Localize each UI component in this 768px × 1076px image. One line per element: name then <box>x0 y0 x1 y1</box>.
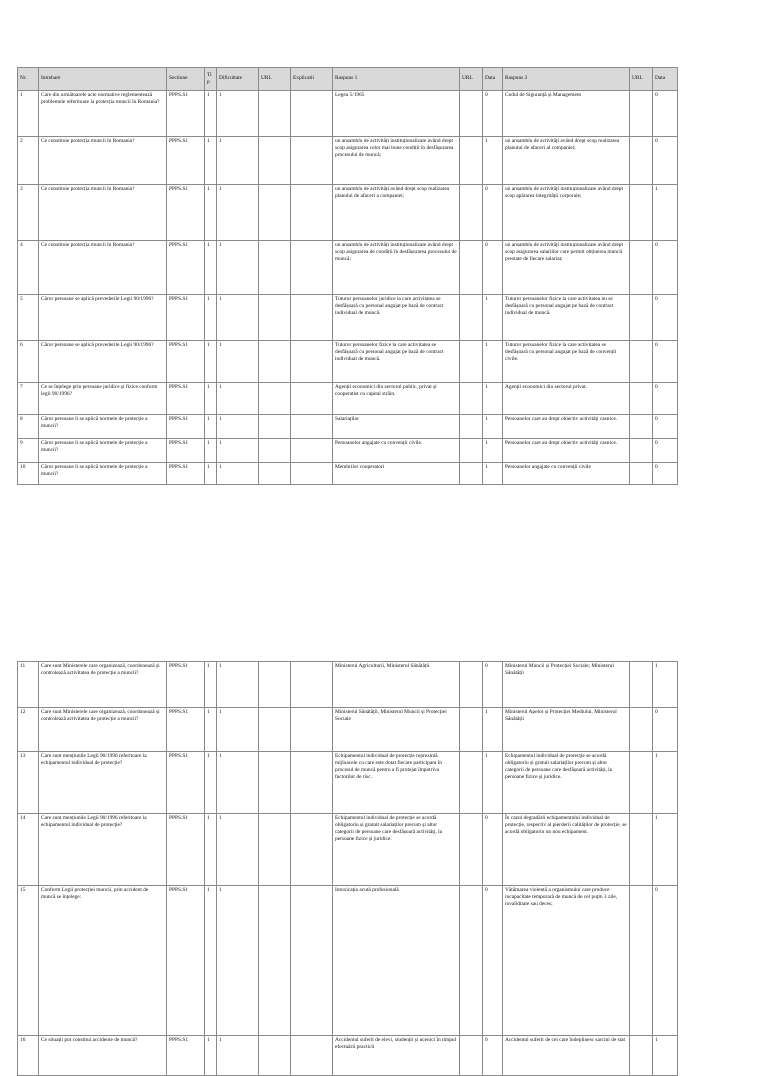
cell-type: 1 <box>205 295 217 341</box>
cell-url-1 <box>460 341 483 383</box>
cell-answer-1: Intoxicația acută profesională <box>333 886 460 1036</box>
cell-question: Care sunt Ministerele care organizează, coordonează și controlează activitatea de protecție a muncii? <box>39 662 167 708</box>
cell-answer-2: Persoanelor angajate cu convenții civile <box>503 463 630 485</box>
cell-section: PPPS.S1 <box>167 814 205 886</box>
cell-explanation <box>291 137 333 185</box>
cell-data-2: 0 <box>653 708 678 752</box>
table-row <box>18 886 678 1036</box>
header-dificultate: Dificultate <box>217 68 259 91</box>
cell-nr: 16 <box>18 1036 39 1076</box>
cell-url <box>259 383 291 415</box>
cell-data-2: 0 <box>653 415 678 439</box>
cell-url <box>259 439 291 463</box>
header-sectiune: Sectiune <box>167 68 205 91</box>
cell-answer-2: Vătămarea violentă a organismului care produce incapacitate temporară de muncă de cel puțin 3 zile, invaliditate sau deces; <box>503 886 630 1036</box>
cell-data-2: 0 <box>653 341 678 383</box>
cell-question: Ce constituie protecția muncii în Romania? <box>39 137 167 185</box>
cell-data-2: 1 <box>653 1036 678 1076</box>
cell-url-1 <box>460 662 483 708</box>
header-row <box>18 68 678 91</box>
cell-url-2 <box>630 341 653 383</box>
cell-answer-2: un ansamblu de activități instituționalizate având drept scop asigurarea salariilor care permit obținerea muncii prestate de fiecare salariat; <box>503 241 630 295</box>
cell-answer-2: În cazul degradării echipamentului individual de protecție, respectiv al pierderii calităților de protecție, se acordă obligatoriu un nou echipament. <box>503 814 630 886</box>
cell-type: 1 <box>205 91 217 137</box>
cell-data-2: 0 <box>653 463 678 485</box>
table-body-top <box>18 91 678 485</box>
cell-answer-1: Echipamentul individual de protecție se acordă obligatoriu și gratuit salariaților precum și altor categorii de persoane care desfășoară activități, la persoane fizice și juridice. <box>333 814 460 886</box>
question-table-page-2 <box>17 661 678 1076</box>
cell-data-1: 0 <box>483 1036 503 1076</box>
cell-question: Căror persoane li se aplică normele de protecție a muncii? <box>39 463 167 485</box>
cell-nr: 11 <box>18 662 39 708</box>
cell-question: Care sunt mențiunile Legii 90/1996 referitoare la echipamentul individual de protecție? <box>39 752 167 814</box>
cell-explanation <box>291 886 333 1036</box>
cell-section: PPPS.S1 <box>167 708 205 752</box>
header-nr: Nr. <box>18 68 39 91</box>
cell-type: 1 <box>205 463 217 485</box>
cell-url-1 <box>460 814 483 886</box>
table-row <box>18 241 678 295</box>
cell-section: PPPS.S1 <box>167 241 205 295</box>
table-row <box>18 752 678 814</box>
cell-section: PPPS.S1 <box>167 439 205 463</box>
header-intrebare: Intrebare <box>39 68 167 91</box>
table-row <box>18 185 678 241</box>
cell-question: Care sunt mențiunile Legii 90/1996 referitoare la echipamentul individual de protecție? <box>39 814 167 886</box>
cell-difficulty: 1 <box>217 886 259 1036</box>
table-row <box>18 91 678 137</box>
cell-difficulty: 1 <box>217 137 259 185</box>
cell-answer-1: Echipamentul individual de protecție reprezintă mijloacele cu care este dotat fiecare participant în procesul de muncă pentru a fi protejat împotriva factorilor de risc. <box>333 752 460 814</box>
cell-answer-2: Codul de Siguranță și Management <box>503 91 630 137</box>
cell-url-1 <box>460 752 483 814</box>
cell-url-2 <box>630 185 653 241</box>
cell-difficulty: 1 <box>217 383 259 415</box>
cell-difficulty: 1 <box>217 662 259 708</box>
cell-explanation <box>291 463 333 485</box>
cell-data-1: 1 <box>483 415 503 439</box>
cell-url <box>259 708 291 752</box>
table-row <box>18 439 678 463</box>
cell-url-2 <box>630 439 653 463</box>
cell-url <box>259 295 291 341</box>
cell-difficulty: 1 <box>217 708 259 752</box>
cell-difficulty: 1 <box>217 415 259 439</box>
table-row <box>18 383 678 415</box>
header-url-1: URL <box>460 68 483 91</box>
cell-url <box>259 1036 291 1076</box>
cell-difficulty: 1 <box>217 439 259 463</box>
cell-explanation <box>291 341 333 383</box>
cell-url-1 <box>460 185 483 241</box>
table-row <box>18 708 678 752</box>
cell-url-2 <box>630 708 653 752</box>
cell-url-1 <box>460 886 483 1036</box>
cell-answer-1: Persoanelor angajate cu convenții civile. <box>333 439 460 463</box>
cell-data-1: 1 <box>483 295 503 341</box>
header-data-2: Data <box>653 68 678 91</box>
table-row <box>18 295 678 341</box>
cell-data-1: 0 <box>483 662 503 708</box>
cell-nr: 5 <box>18 295 39 341</box>
cell-url-2 <box>630 241 653 295</box>
cell-url <box>259 137 291 185</box>
cell-answer-1: un ansamblu de activități instituționalizate având drept scop asigurarea de condiții în desfășurarea procesului de muncă; <box>333 241 460 295</box>
cell-url <box>259 415 291 439</box>
cell-nr: 6 <box>18 341 39 383</box>
cell-answer-2: Ministerul Muncii și Protecției Sociale; Ministerul Sănătății <box>503 662 630 708</box>
cell-data-2: 0 <box>653 295 678 341</box>
cell-url-2 <box>630 383 653 415</box>
cell-type: 1 <box>205 137 217 185</box>
cell-data-1: 0 <box>483 91 503 137</box>
cell-answer-1: Salariaților <box>333 415 460 439</box>
cell-answer-2: Accidentul suferit de cei care îndeplinesc sarcini de stat <box>503 1036 630 1076</box>
cell-question: Căror persoane li se aplică normele de protecție a muncii? <box>39 439 167 463</box>
cell-type: 1 <box>205 185 217 241</box>
cell-question: Care sunt Ministerele care organizează, coordonează și controlează activitatea de protecție a muncii? <box>39 708 167 752</box>
cell-url-2 <box>630 463 653 485</box>
cell-type: 1 <box>205 415 217 439</box>
cell-url-2 <box>630 662 653 708</box>
cell-nr: 1 <box>18 91 39 137</box>
cell-nr: 14 <box>18 814 39 886</box>
cell-difficulty: 1 <box>217 91 259 137</box>
header-url: URL <box>259 68 291 91</box>
cell-answer-2: un ansamblu de activități instituționalizate având drept scop apărarea integrității corporale; <box>503 185 630 241</box>
cell-difficulty: 1 <box>217 185 259 241</box>
cell-url <box>259 463 291 485</box>
cell-url-2 <box>630 91 653 137</box>
cell-answer-2: un ansamblu de activități având drept scop realizarea planului de afaceri al companiei; <box>503 137 630 185</box>
cell-section: PPPS.S1 <box>167 886 205 1036</box>
cell-answer-2: Tuturor persoanelor fizice la care activitatea nu se desfășoară cu personal angajat pe bază de contract individual de muncă. <box>503 295 630 341</box>
cell-question: Ce se înțelege prin persoane juridice și fizice conform legii 90/1996? <box>39 383 167 415</box>
cell-nr: 10 <box>18 463 39 485</box>
cell-data-2: 1 <box>653 662 678 708</box>
cell-data-2: 0 <box>653 439 678 463</box>
cell-explanation <box>291 708 333 752</box>
cell-nr: 13 <box>18 752 39 814</box>
cell-data-1: 0 <box>483 814 503 886</box>
cell-section: PPPS.S1 <box>167 415 205 439</box>
header-url-2: URL <box>630 68 653 91</box>
cell-data-2: 0 <box>653 137 678 185</box>
cell-url <box>259 886 291 1036</box>
cell-answer-1: Legea 5/1965 <box>333 91 460 137</box>
cell-url-1 <box>460 1036 483 1076</box>
cell-url-2 <box>630 1036 653 1076</box>
cell-data-1: 1 <box>483 463 503 485</box>
cell-difficulty: 1 <box>217 295 259 341</box>
cell-answer-1: Ministerul Agriculturii, Ministerul Sănătății <box>333 662 460 708</box>
cell-answer-1: Tuturor persoanelor juridice la care activitatea se desfășoară cu personal angajat pe bază de contract individual de muncă. <box>333 295 460 341</box>
cell-url-1 <box>460 91 483 137</box>
table-row <box>18 463 678 485</box>
cell-data-2: 1 <box>653 752 678 814</box>
cell-explanation <box>291 1036 333 1076</box>
cell-explanation <box>291 752 333 814</box>
cell-explanation <box>291 439 333 463</box>
cell-explanation <box>291 415 333 439</box>
cell-section: PPPS.S1 <box>167 295 205 341</box>
cell-url-2 <box>630 137 653 185</box>
cell-type: 1 <box>205 241 217 295</box>
cell-url-2 <box>630 295 653 341</box>
cell-section: PPPS.S1 <box>167 752 205 814</box>
cell-url <box>259 241 291 295</box>
cell-explanation <box>291 814 333 886</box>
cell-question: Ce constituie protecția muncii în Romania? <box>39 185 167 241</box>
cell-url <box>259 91 291 137</box>
cell-nr: 9 <box>18 439 39 463</box>
cell-section: PPPS.S1 <box>167 383 205 415</box>
cell-data-1: 0 <box>483 185 503 241</box>
cell-type: 1 <box>205 383 217 415</box>
cell-question: Care din următoarele acte normative reglementează problemele referitoare la protecția muncii în Romania? <box>39 91 167 137</box>
table-row <box>18 137 678 185</box>
cell-answer-1: Accidentul suferit de elevi, studenții și ucenici în timpul efectuării practicii <box>333 1036 460 1076</box>
cell-data-1: 1 <box>483 439 503 463</box>
cell-answer-1: Ministerul Sănătății, Ministerul Muncii și Protecției Sociale <box>333 708 460 752</box>
cell-data-1: 1 <box>483 383 503 415</box>
cell-explanation <box>291 241 333 295</box>
cell-question: Căror persoane se aplică prevederile Legii 90/1996? <box>39 295 167 341</box>
cell-url-1 <box>460 708 483 752</box>
header-raspuns-2: Raspuns 2 <box>503 68 630 91</box>
cell-type: 1 <box>205 439 217 463</box>
cell-answer-1: un ansamblu de activități instituționalizate având drept scop asigurarea celor mai bune condiții în desfășurarea procesului de muncă; <box>333 137 460 185</box>
cell-data-2: 1 <box>653 185 678 241</box>
cell-answer-2: Tuturor persoanelor fizice la care activitatea se desfășoară cu personal angajat pe bază de convenții civile. <box>503 341 630 383</box>
cell-type: 1 <box>205 886 217 1036</box>
cell-answer-1: un ansamblu de activități având drept scop realizarea planului de afaceri a companiei; <box>333 185 460 241</box>
cell-url-1 <box>460 415 483 439</box>
cell-difficulty: 1 <box>217 752 259 814</box>
cell-data-2: 1 <box>653 814 678 886</box>
cell-nr: 8 <box>18 415 39 439</box>
cell-data-1: 1 <box>483 708 503 752</box>
cell-difficulty: 1 <box>217 463 259 485</box>
cell-url <box>259 752 291 814</box>
cell-data-1: 1 <box>483 341 503 383</box>
cell-url-1 <box>460 439 483 463</box>
cell-nr: 7 <box>18 383 39 415</box>
cell-url-2 <box>630 886 653 1036</box>
cell-url <box>259 341 291 383</box>
cell-url <box>259 662 291 708</box>
cell-answer-2: Persoanelor care au drept obiectiv activități casnice. <box>503 415 630 439</box>
cell-section: PPPS.S1 <box>167 137 205 185</box>
table-row <box>18 662 678 708</box>
cell-url-1 <box>460 383 483 415</box>
cell-type: 1 <box>205 1036 217 1076</box>
cell-difficulty: 1 <box>217 1036 259 1076</box>
cell-url-2 <box>630 415 653 439</box>
cell-url-1 <box>460 295 483 341</box>
cell-url-2 <box>630 752 653 814</box>
cell-nr: 4 <box>18 241 39 295</box>
cell-type: 1 <box>205 708 217 752</box>
cell-difficulty: 1 <box>217 341 259 383</box>
cell-data-2: 0 <box>653 383 678 415</box>
cell-answer-1: Membrilor cooperatori <box>333 463 460 485</box>
cell-type: 1 <box>205 341 217 383</box>
cell-data-2: 0 <box>653 91 678 137</box>
cell-answer-2: Agenții economici din sectorul privat. <box>503 383 630 415</box>
cell-section: PPPS.S1 <box>167 1036 205 1076</box>
cell-question: Conform Legii protecției muncii, prin accident de muncă se înțelege: <box>39 886 167 1036</box>
cell-data-1: 1 <box>483 137 503 185</box>
cell-data-2: 0 <box>653 241 678 295</box>
table-row <box>18 415 678 439</box>
cell-section: PPPS.S1 <box>167 341 205 383</box>
cell-url-2 <box>630 814 653 886</box>
cell-question: Căror persoane li se aplică normele de protecție a muncii? <box>39 415 167 439</box>
cell-section: PPPS.S1 <box>167 91 205 137</box>
cell-section: PPPS.S1 <box>167 185 205 241</box>
cell-data-1: 1 <box>483 752 503 814</box>
cell-explanation <box>291 295 333 341</box>
cell-url <box>259 814 291 886</box>
cell-url-1 <box>460 137 483 185</box>
cell-type: 1 <box>205 752 217 814</box>
cell-explanation <box>291 383 333 415</box>
table-body-bottom <box>18 662 678 1076</box>
cell-data-1: 0 <box>483 886 503 1036</box>
cell-answer-2: Ministerul Apelor și Protecției Mediului, Ministerul Sănătății <box>503 708 630 752</box>
cell-difficulty: 1 <box>217 241 259 295</box>
question-table-page-1 <box>17 67 678 485</box>
cell-nr: 12 <box>18 708 39 752</box>
cell-section: PPPS.S1 <box>167 463 205 485</box>
table-row <box>18 1036 678 1076</box>
header-raspuns-1: Raspuns 1 <box>333 68 460 91</box>
header-explicatii: Explicatii <box>291 68 333 91</box>
cell-answer-2: Persoanelor care au drept obiectiv activități casnice. <box>503 439 630 463</box>
cell-explanation <box>291 662 333 708</box>
cell-data-1: 0 <box>483 241 503 295</box>
cell-answer-1: Tuturor persoanelor fizice la care activitatea se desfășoară cu personal angajat pe bază de contract individual de muncă. <box>333 341 460 383</box>
table-row <box>18 341 678 383</box>
cell-answer-2: Echipamentul individual de protecție se acordă obligatoriu și gratuit salariaților precum și altor categorii de persoane care desfășoară activități, la persoane fizice și juridice. <box>503 752 630 814</box>
cell-answer-1: Agenții economici din sectorul public, privat și cooperatist cu capital străin. <box>333 383 460 415</box>
cell-section: PPPS.S1 <box>167 662 205 708</box>
cell-data-2: 0 <box>653 886 678 1036</box>
header-data-1: Data <box>483 68 503 91</box>
table-row <box>18 814 678 886</box>
cell-url-1 <box>460 463 483 485</box>
cell-type: 1 <box>205 662 217 708</box>
cell-type: 1 <box>205 814 217 886</box>
cell-url <box>259 185 291 241</box>
cell-question: Ce situații pot constitui accidente de muncă? <box>39 1036 167 1076</box>
header-tip: Tip <box>205 68 217 91</box>
cell-explanation <box>291 91 333 137</box>
cell-url-1 <box>460 241 483 295</box>
cell-question: Ce constituie protecția muncii în Romania? <box>39 241 167 295</box>
cell-question: Căror persoane se aplică prevederile Legii 90/1996? <box>39 341 167 383</box>
cell-nr: 2 <box>18 137 39 185</box>
cell-explanation <box>291 185 333 241</box>
cell-nr: 15 <box>18 886 39 1036</box>
cell-difficulty: 1 <box>217 814 259 886</box>
cell-nr: 3 <box>18 185 39 241</box>
